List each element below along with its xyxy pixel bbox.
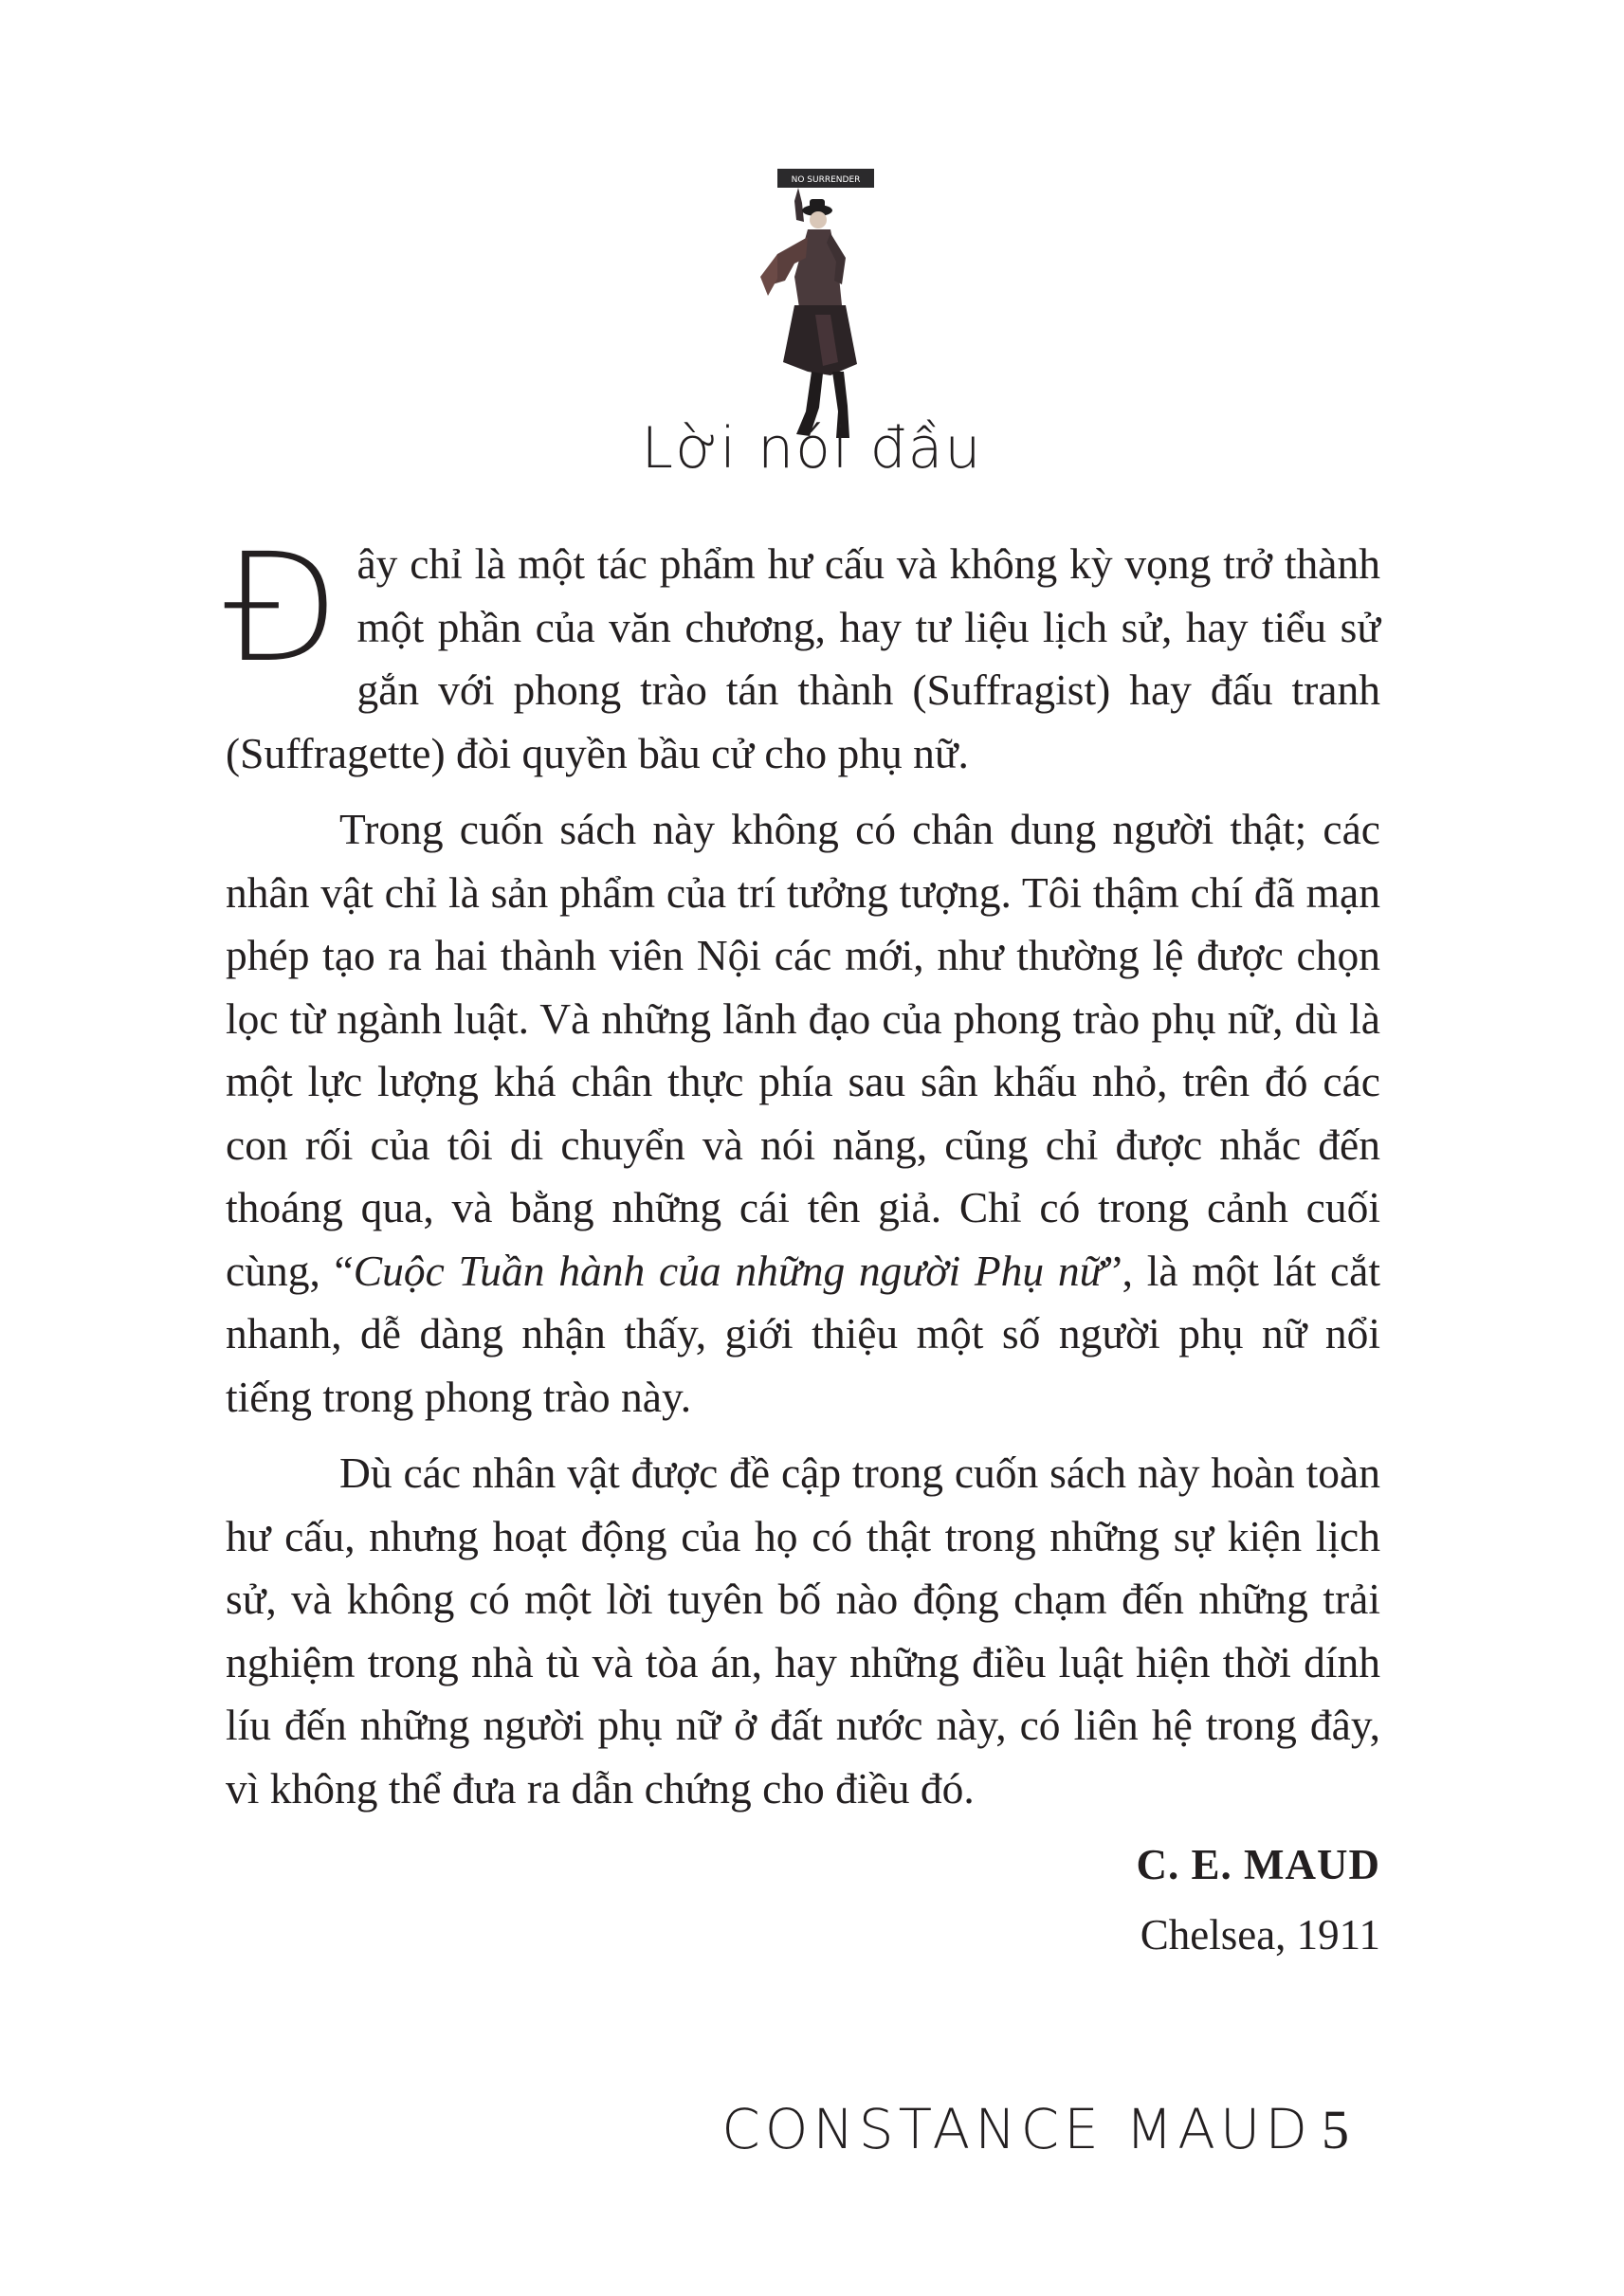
- paragraph-2-italic-title: Cuộc Tuần hành của những người Phụ nữ: [353, 1246, 1104, 1295]
- author-signature: C. E. MAUD: [1136, 1841, 1380, 1888]
- paragraph-1-text: ây chỉ là một tác phẩm hư cấu và không kỳ vọng trở thành một phần của văn chương, hay tư liệu lịch sử, hay tiểu sử gắn với phong trào tán thành (Suffragist) hay đấu tranh (Suffragette) đòi quyền bầu cử cho phụ nữ.: [226, 539, 1380, 777]
- paragraph-3-text: Dù các nhân vật được đề cập trong cuốn sách này hoàn toàn hư cấu, nhưng hoạt động của họ có thật trong những sự kiện lịch sử, và không có một lời tuyên bố nào động chạm đến những trải nghiệm trong nhà tù và tòa án, hay những điều luật hiện thời dính líu đến những người phụ nữ ở đất nước này, có liên hệ trong đây, vì không thể đưa ra dẫn chứng cho điều đó.: [226, 1449, 1380, 1813]
- page-footer: [721, 2097, 1349, 2161]
- paragraph-2: [226, 798, 1380, 1429]
- protest-sign-text: NO SURRENDER: [791, 175, 861, 185]
- place-date: Chelsea, 1911: [1140, 1911, 1380, 1959]
- page-number: 5: [1322, 2099, 1349, 2160]
- body-text: [224, 521, 1380, 1966]
- chapter-title: Lời nói đầu: [641, 415, 983, 482]
- paragraph-2-text-before: Trong cuốn sách này không có chân dung người thật; các nhân vật chỉ là sản phẩm của trí tưởng tượng. Tôi thậm chí đã mạn phép tạo ra hai thành viên Nội các mới, như thường lệ được chọn lọc từ ngành luật. Và những lãnh đạo của phong trào phụ nữ, dù là một lực lượng khá chân thực phía sau sân khấu nhỏ, trên đó các con rối của tôi di chuyển và nói năng, cũng chỉ được nhắc đến thoáng qua, và bằng những cái tên giả. Chỉ có trong cảnh cuối cùng, “: [226, 805, 1380, 1295]
- paragraph-3: [226, 1442, 1380, 1820]
- paragraph-1: [224, 521, 1380, 785]
- paragraph-2-text-after: ”, là một lát cắt nhanh, dễ dàng nhận thấy, giới thiệu một số người phụ nữ nổi tiếng trong phong trào này.: [226, 1246, 1380, 1421]
- drop-cap: Đ: [224, 521, 340, 696]
- suffragette-illustration: [739, 163, 886, 447]
- running-head: CONSTANCE MAUD: [721, 2097, 1312, 2161]
